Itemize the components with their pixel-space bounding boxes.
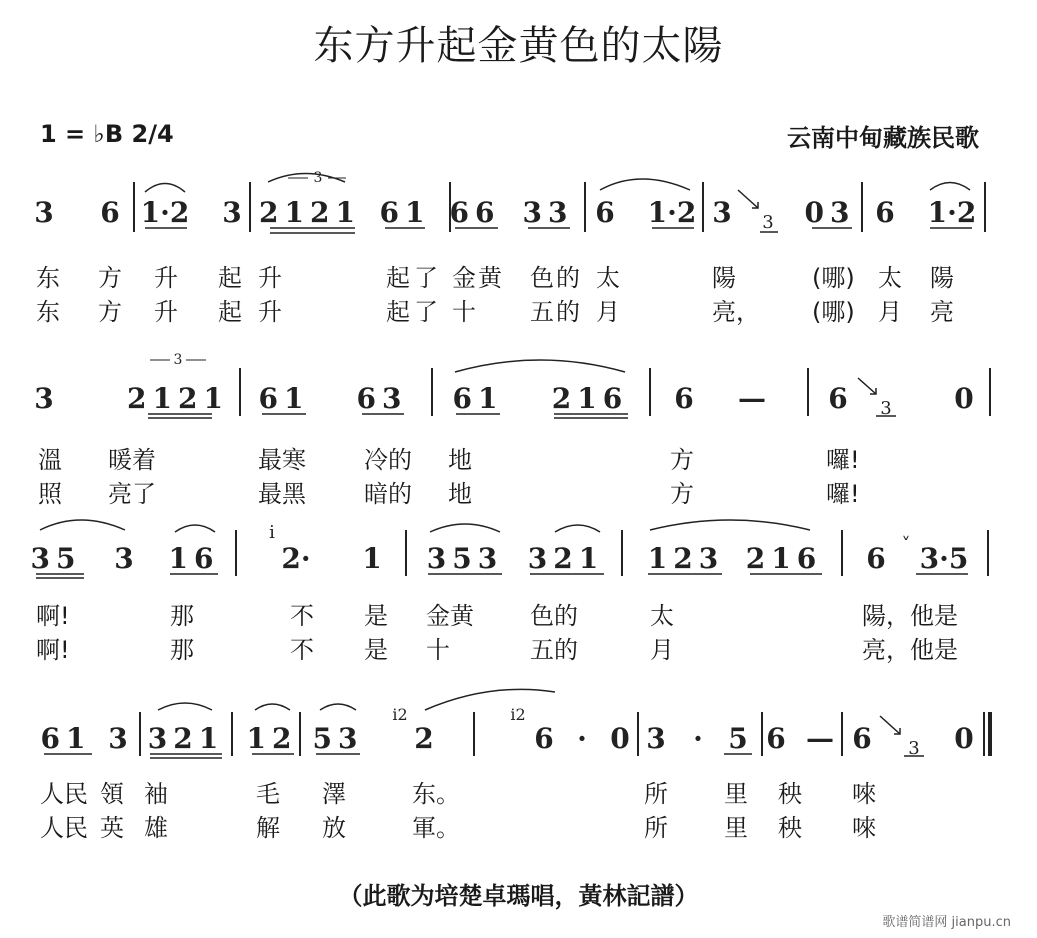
note: — (806, 722, 834, 755)
lyric-word: 月 (596, 298, 620, 326)
note: 3 (108, 722, 128, 755)
note: 353 (426, 542, 504, 575)
lyric-word: 色的 (530, 602, 578, 630)
lyric-word: 里 (724, 780, 748, 808)
note: 1·2 (647, 196, 697, 229)
lyric-word: 月 (878, 298, 902, 326)
lyric-line (0, 258, 1037, 292)
note: · (693, 722, 703, 755)
lyric-word: 东 (36, 298, 60, 326)
lyric-word: 起 (218, 298, 242, 326)
note: 61 (40, 722, 92, 755)
notation-system-1 (0, 170, 1037, 240)
lyric-word: 照 (38, 480, 62, 508)
lyric-word: 里 (724, 814, 748, 842)
svg-text:i2: i2 (392, 705, 408, 724)
lyric-word: 啊! (36, 602, 70, 630)
note: 1 (362, 542, 382, 575)
lyric-word: 溫 (38, 446, 62, 474)
grace-note: 3 (908, 738, 920, 759)
note: 3 (114, 542, 134, 575)
lyric-word: 軍。 (412, 814, 460, 842)
lyric-word: 月 (650, 636, 674, 664)
lyric-word: 地 (448, 480, 472, 508)
note: 61 (379, 196, 431, 229)
note: 123 (647, 542, 725, 575)
note: 3 (712, 196, 732, 229)
note: 66 (449, 196, 501, 229)
note: 0 (954, 722, 974, 755)
note: 3 (34, 196, 54, 229)
lyric-word: 亮，他是 (862, 636, 958, 664)
note: 2121 (259, 196, 361, 229)
lyric-word: 不 (290, 636, 314, 664)
lyric-word: 升 (258, 298, 282, 326)
lyric-word: 人民 (40, 780, 88, 808)
lyric-word: 方 (98, 264, 122, 292)
lyric-word: 的 (556, 298, 580, 326)
lyric-word: 起 (218, 264, 242, 292)
note: 6 (828, 382, 848, 415)
lyric-line (0, 630, 1037, 664)
note: 3·5 (919, 542, 969, 575)
svg-text:3: 3 (173, 352, 183, 368)
lyric-word: 起 (386, 264, 410, 292)
lyric-word: 方 (98, 298, 122, 326)
svg-text:i: i (269, 522, 275, 543)
note: 33 (522, 196, 574, 229)
lyric-word: 雄 (144, 814, 168, 842)
note: 2 (414, 722, 434, 755)
lyric-word: 唻 (852, 814, 876, 842)
note: 6 (852, 722, 872, 755)
lyric-line (0, 808, 1037, 842)
lyric-word: 金 (452, 264, 476, 292)
note: 2121 (127, 382, 229, 415)
note: 6 (595, 196, 615, 229)
note: 2· (281, 542, 311, 575)
note: 5 (728, 722, 748, 755)
lyric-word: 袖 (144, 780, 168, 808)
grace-note: 3 (880, 398, 892, 419)
lyric-word: 五 (530, 298, 554, 326)
lyric-word: 那 (170, 636, 194, 664)
lyric-word: 亮 (930, 298, 954, 326)
lyric-word: 暖着 (108, 446, 156, 474)
lyric-word: 陽 (930, 264, 954, 292)
svg-text:3: 3 (313, 170, 323, 186)
lyric-word: 的 (556, 264, 580, 292)
lyric-word: 秧 (778, 780, 802, 808)
lyric-word: 毛 (256, 780, 280, 808)
note: 35 (30, 542, 82, 575)
lyric-word: 十 (426, 636, 450, 664)
lyric-word: 方 (670, 480, 694, 508)
lyric-word: 囉! (826, 446, 860, 474)
grace-note: 3 (762, 212, 774, 233)
note: 6 (766, 722, 786, 755)
notation-system-4 (0, 690, 1037, 760)
note: 321 (527, 542, 605, 575)
lyric-word: 方 (670, 446, 694, 474)
note: 3 (34, 382, 54, 415)
lyric-word: 黄 (478, 264, 502, 292)
note: 61 (258, 382, 310, 415)
lyric-word: 亮了 (108, 480, 156, 508)
svg-text:˅: ˅ (901, 534, 911, 555)
lyric-word: 英 (100, 814, 124, 842)
lyric-word: 太 (878, 264, 902, 292)
lyric-word: 是 (364, 636, 388, 664)
note: 3 (222, 196, 242, 229)
note: 53 (312, 722, 364, 755)
lyric-word: 升 (154, 298, 178, 326)
note: 12 (246, 722, 298, 755)
lyric-word: 冷的 (364, 446, 412, 474)
lyric-word: 升 (258, 264, 282, 292)
note: 6 (534, 722, 554, 755)
note: 03 (804, 196, 856, 229)
notation-system-2 (0, 350, 1037, 420)
song-title: 东方升起金黄色的太陽 (313, 23, 724, 69)
staff-system-4 (0, 690, 1037, 760)
note: 61 (452, 382, 504, 415)
lyric-word: 色 (530, 264, 554, 292)
lyric-word: 啊! (36, 636, 70, 664)
note: 0 (954, 382, 974, 415)
lyric-word: 唻 (852, 780, 876, 808)
staff-system-3 (0, 510, 1037, 580)
lyric-word: 东 (36, 264, 60, 292)
lyric-line (0, 596, 1037, 630)
staff-system-2 (0, 350, 1037, 420)
lyric-word: 所 (644, 780, 668, 808)
lyric-word: 陽，他是 (862, 602, 958, 630)
lyric-word: 五的 (530, 636, 578, 664)
note: — (738, 382, 766, 415)
lyric-word: 最寒 (258, 446, 306, 474)
note: 6 (674, 382, 694, 415)
note: 321 (147, 722, 225, 755)
note: 16 (168, 542, 220, 575)
lyric-word: 太 (596, 264, 620, 292)
lyric-word: 十 (452, 298, 476, 326)
lyric-word: 領 (100, 780, 124, 808)
staff-system-1 (0, 170, 1037, 240)
lyric-word: 起 (386, 298, 410, 326)
lyric-line (0, 474, 1037, 508)
lyric-word: 陽 (712, 264, 736, 292)
lyric-word: 那 (170, 602, 194, 630)
footer-credit: （此歌为培楚卓瑪唱，黃林記譜） (338, 882, 699, 910)
lyric-word: (哪) (812, 298, 855, 326)
note: 216 (551, 382, 629, 415)
lyric-word: 解 (256, 814, 280, 842)
lyric-word: 不 (290, 602, 314, 630)
lyric-line (0, 774, 1037, 808)
lyric-line (0, 292, 1037, 326)
note: 1·2 (140, 196, 190, 229)
lyric-word: 澤 (322, 780, 346, 808)
lyric-word: 是 (364, 602, 388, 630)
lyric-word: (哪) (812, 264, 855, 292)
note: 1·2 (927, 196, 977, 229)
lyric-word: 金黄 (426, 602, 474, 630)
note: 3 (646, 722, 666, 755)
lyric-word: 了 (414, 298, 438, 326)
lyric-word: 亮， (712, 298, 760, 326)
lyric-word: 囉! (826, 480, 860, 508)
lyric-word: 秧 (778, 814, 802, 842)
note: 0 (610, 722, 630, 755)
lyric-word: 最黑 (258, 480, 306, 508)
note: · (577, 722, 587, 755)
lyric-line (0, 440, 1037, 474)
lyric-word: 人民 (40, 814, 88, 842)
lyric-word: 东。 (412, 780, 460, 808)
lyric-word: 升 (154, 264, 178, 292)
lyric-word: 暗的 (364, 480, 412, 508)
lyric-word: 太 (650, 602, 674, 630)
notation-system-3 (0, 510, 1037, 580)
note: 6 (875, 196, 895, 229)
key-signature: 1 = ♭B 2/4 (40, 120, 174, 148)
note: 6 (866, 542, 886, 575)
lyric-word: 地 (448, 446, 472, 474)
svg-text:i2: i2 (510, 705, 526, 724)
watermark: 歌谱简谱网 jianpu.cn (882, 915, 1011, 930)
lyric-word: 了 (414, 264, 438, 292)
note: 6 (100, 196, 120, 229)
note: 63 (356, 382, 408, 415)
lyric-word: 放 (322, 814, 346, 842)
lyric-word: 所 (644, 814, 668, 842)
note: 216 (745, 542, 823, 575)
song-source: 云南中甸藏族民歌 (787, 124, 979, 152)
